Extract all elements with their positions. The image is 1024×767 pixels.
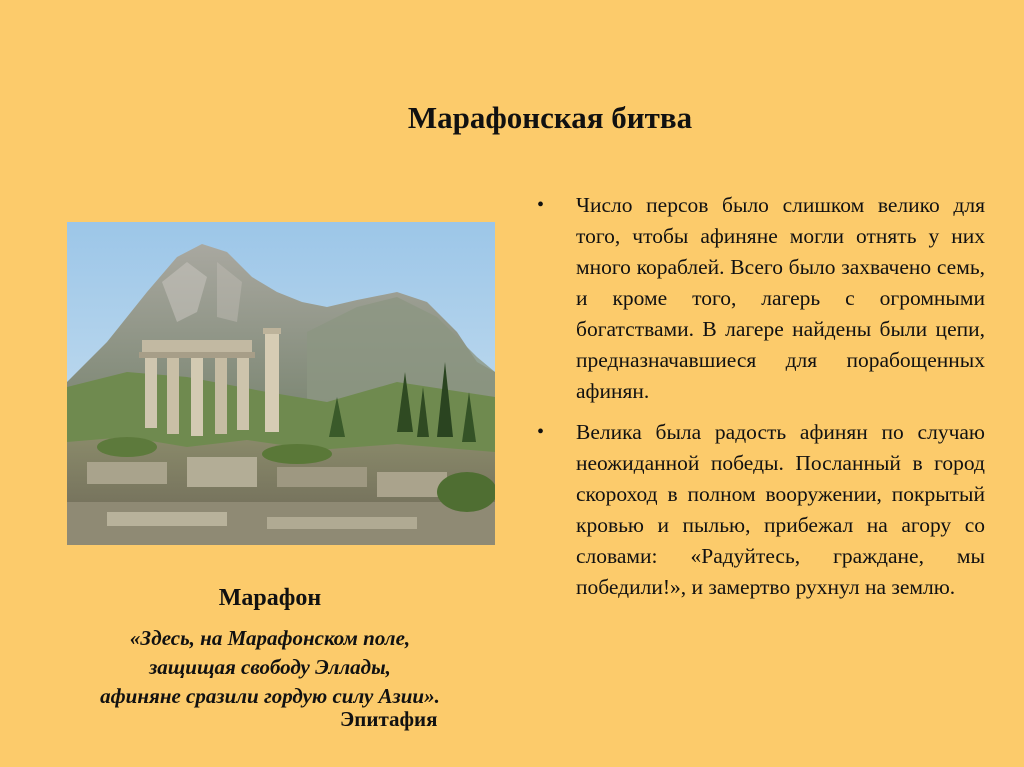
bullet-item — [530, 190, 985, 407]
bullet-marker: • — [537, 194, 545, 216]
temple-illustration — [67, 222, 495, 545]
bullet-text: Велика была радость афинян по случаю неожиданной победы. Посланный в город скороход в полном вооружении, покрытый кровью и пылью, прибежал на агору со словами: «Радуйтесь, граждане, мы победили!», и замертво рухнул на землю. — [576, 420, 985, 599]
quote-line: афиняне сразили гордую силу Азии». — [100, 684, 440, 708]
slide-title: Марафонская битва — [407, 100, 693, 135]
quote-line: «Здесь, на Марафонском поле, — [129, 626, 411, 650]
bullet-item — [530, 417, 985, 603]
bullet-marker: • — [537, 421, 545, 443]
temple-photo — [67, 222, 495, 545]
epitaph-quote — [20, 624, 520, 711]
quote-line: защищая свободу Эллады, — [149, 655, 391, 679]
epitaph-label: Эпитафия — [340, 707, 438, 731]
image-caption-title: Марафон — [218, 585, 322, 611]
bullet-list — [530, 190, 985, 613]
bullet-text: Число персов было слишком велико для того, чтобы афиняне могли отнять у них много кораблей. Всего было захвачено семь, и кроме того, лагерь с огромными богатствами. В лагере найдены были цепи, предназначавшиеся для порабощенных афинян. — [576, 193, 985, 403]
